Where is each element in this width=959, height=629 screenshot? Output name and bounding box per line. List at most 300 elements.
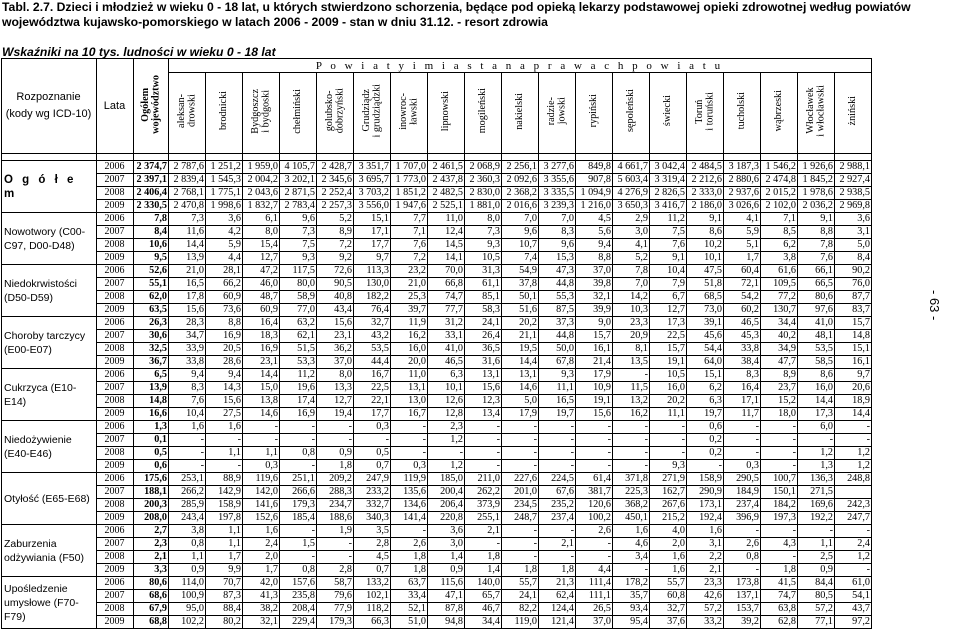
table-row <box>2 278 872 291</box>
table-title: Tabl. 2.7. Dzieci i młodzież w wieku 0 - 18 lat, u których stwierdzono schorzenia, będące pod opieką lekarzy podstawowej opieki zdrowotnej według powiatów województwa kujawsko-pomorskiego w latach 2006 - 2009 - stan w dniu 31.12. - resort zdrowia <box>2 0 911 29</box>
value-cell: 0,6 <box>687 421 724 434</box>
page-number: - 63 - <box>927 290 942 321</box>
value-cell: 77,7 <box>428 304 465 317</box>
value-cell: 13,2 <box>613 395 650 408</box>
value-cell: 3,8 <box>761 252 798 265</box>
value-cell: 33,8 <box>169 356 206 369</box>
value-cell: 188,6 <box>317 512 354 525</box>
value-cell: 10,4 <box>169 408 206 421</box>
value-cell: 97,2 <box>835 616 872 629</box>
value-cell: 11,5 <box>613 382 650 395</box>
value-cell: 24,1 <box>465 317 502 330</box>
value-cell: 60,2 <box>724 304 761 317</box>
value-cell: 9,4 <box>169 369 206 382</box>
value-cell: 87,7 <box>835 291 872 304</box>
value-cell: 47,1 <box>428 590 465 603</box>
value-cell: 200,4 <box>428 486 465 499</box>
value-cell: 57,2 <box>687 603 724 616</box>
value-cell: 14,4 <box>798 395 835 408</box>
year-cell: 2008 <box>97 395 134 408</box>
value-cell: 1,8 <box>391 551 428 564</box>
value-cell: 1 545,3 <box>206 174 243 187</box>
value-cell: 14,4 <box>502 356 539 369</box>
value-cell: 9,6 <box>539 239 576 252</box>
value-cell: 16,4 <box>724 382 761 395</box>
value-cell: 15,1 <box>354 213 391 226</box>
value-cell: 0,3 <box>724 460 761 473</box>
value-cell: 2 437,8 <box>428 174 465 187</box>
value-cell: 11,2 <box>280 369 317 382</box>
value-cell: 849,8 <box>576 161 613 174</box>
value-cell: 262,2 <box>465 486 502 499</box>
year-cell: 2008 <box>97 343 134 356</box>
value-cell: 62,1 <box>280 330 317 343</box>
value-cell: 33,2 <box>687 616 724 629</box>
value-cell: 88,4 <box>206 603 243 616</box>
value-cell <box>835 486 872 499</box>
value-cell: 37,6 <box>650 616 687 629</box>
spacer-cell <box>97 154 134 161</box>
value-cell: 26,4 <box>465 330 502 343</box>
value-cell: 197,3 <box>761 512 798 525</box>
value-cell: 13,5 <box>613 356 650 369</box>
column-header <box>761 73 798 154</box>
table-row <box>2 499 872 512</box>
value-cell: 10,2 <box>687 239 724 252</box>
total-header <box>134 59 169 154</box>
total-cell: 0,1 <box>134 434 169 447</box>
value-cell: 9,1 <box>687 213 724 226</box>
value-cell: 35,7 <box>613 590 650 603</box>
value-cell: 237,4 <box>724 499 761 512</box>
value-cell: 1,2 <box>798 447 835 460</box>
value-cell: 1,8 <box>391 564 428 577</box>
value-cell: 8,1 <box>613 343 650 356</box>
value-cell: 77,2 <box>761 291 798 304</box>
value-cell: 3,6 <box>835 213 872 226</box>
value-cell: 60,4 <box>724 265 761 278</box>
column-header-label: Grudziądz i grudziądzki <box>360 84 382 138</box>
column-header <box>391 73 428 154</box>
value-cell: 2,6 <box>724 538 761 551</box>
value-cell: 2 212,6 <box>687 174 724 187</box>
value-cell: 40,2 <box>761 330 798 343</box>
value-cell: 248,8 <box>835 473 872 486</box>
table-row <box>2 369 872 382</box>
value-cell: 3 319,4 <box>650 174 687 187</box>
value-cell: 237,4 <box>539 512 576 525</box>
value-cell: 15,6 <box>317 317 354 330</box>
value-cell: 7,1 <box>761 213 798 226</box>
value-cell: 16,9 <box>206 330 243 343</box>
value-cell: - <box>835 421 872 434</box>
value-cell: 61,0 <box>835 577 872 590</box>
value-cell: 19,7 <box>539 408 576 421</box>
value-cell: 7,8 <box>613 265 650 278</box>
value-cell: 15,2 <box>761 395 798 408</box>
value-cell: 3,0 <box>428 538 465 551</box>
table-row <box>2 408 872 421</box>
value-cell: 14,4 <box>169 239 206 252</box>
value-cell: 42,0 <box>243 577 280 590</box>
value-cell: 63,8 <box>761 603 798 616</box>
value-cell: 11,6 <box>169 226 206 239</box>
table-row <box>2 200 872 213</box>
value-cell: 1,6 <box>650 564 687 577</box>
total-cell: 16,6 <box>134 408 169 421</box>
value-cell: 6,2 <box>687 382 724 395</box>
total-cell: 32,5 <box>134 343 169 356</box>
year-cell: 2006 <box>97 213 134 226</box>
value-cell: 1 998,6 <box>206 200 243 213</box>
value-cell: 162,7 <box>650 486 687 499</box>
value-cell: 17,8 <box>169 291 206 304</box>
value-cell: - <box>502 525 539 538</box>
year-cell: 2008 <box>97 291 134 304</box>
column-header-label: wąbrzeski <box>772 90 784 132</box>
value-cell: 1,3 <box>798 460 835 473</box>
value-cell: - <box>798 434 835 447</box>
total-cell: 2 406,4 <box>134 187 169 200</box>
value-cell: 119,9 <box>391 473 428 486</box>
years-header: Lata <box>97 59 134 154</box>
value-cell: 111,1 <box>576 590 613 603</box>
value-cell: 111,4 <box>576 577 613 590</box>
value-cell: 0,9 <box>169 564 206 577</box>
value-cell: 4 105,7 <box>280 161 317 174</box>
spacer-cell <box>391 154 428 161</box>
value-cell: - <box>539 551 576 564</box>
value-cell: 3,1 <box>835 226 872 239</box>
spacer-cell <box>465 154 502 161</box>
value-cell: 2 186,0 <box>687 200 724 213</box>
value-cell: 11,7 <box>724 408 761 421</box>
value-cell: 67,6 <box>539 486 576 499</box>
value-cell: - <box>724 434 761 447</box>
value-cell: 2 333,0 <box>687 187 724 200</box>
year-cell: 2008 <box>97 499 134 512</box>
value-cell: 1 251,2 <box>206 161 243 174</box>
value-cell: 247,7 <box>835 512 872 525</box>
total-cell: 10,6 <box>134 239 169 252</box>
value-cell: 90,2 <box>835 265 872 278</box>
spacer-cell <box>317 154 354 161</box>
value-cell: 1,6 <box>687 525 724 538</box>
value-cell: 80,2 <box>206 616 243 629</box>
value-cell: 37,8 <box>502 278 539 291</box>
value-cell: 907,8 <box>576 174 613 187</box>
value-cell: 32,7 <box>354 317 391 330</box>
value-cell: 2 257,3 <box>317 200 354 213</box>
value-cell: 7,2 <box>391 252 428 265</box>
value-cell: 7,0 <box>613 278 650 291</box>
value-cell: 253,1 <box>169 473 206 486</box>
value-cell: 234,7 <box>317 499 354 512</box>
year-cell: 2008 <box>97 239 134 252</box>
value-cell: 2 474,8 <box>761 174 798 187</box>
value-cell: 7,6 <box>169 395 206 408</box>
value-cell: 142,9 <box>206 486 243 499</box>
table-row <box>2 330 872 343</box>
value-cell: - <box>650 447 687 460</box>
value-cell: 1 978,6 <box>798 187 835 200</box>
value-cell: 17,9 <box>502 408 539 421</box>
value-cell: 19,1 <box>650 356 687 369</box>
category-label: Upośledzenie umysłowe (F70-F79) <box>2 577 97 629</box>
value-cell: - <box>724 525 761 538</box>
column-header <box>650 73 687 154</box>
value-cell: 0,3 <box>354 421 391 434</box>
value-cell: 192,2 <box>798 512 835 525</box>
column-header <box>354 73 391 154</box>
value-cell: 1,5 <box>280 538 317 551</box>
total-cell: 68,6 <box>134 590 169 603</box>
value-cell: 119,6 <box>243 473 280 486</box>
value-cell: 381,7 <box>576 486 613 499</box>
year-cell: 2008 <box>97 447 134 460</box>
value-cell: 43,4 <box>317 304 354 317</box>
value-cell: 2,2 <box>687 551 724 564</box>
value-cell: 1 546,2 <box>761 161 798 174</box>
column-header <box>280 73 317 154</box>
value-cell: 1,2 <box>835 460 872 473</box>
value-cell: - <box>576 551 613 564</box>
value-cell: 185,4 <box>280 512 317 525</box>
category-label: Niedokrwistości (D50-D59) <box>2 265 97 317</box>
value-cell: 44,8 <box>539 330 576 343</box>
value-cell: 10,9 <box>576 382 613 395</box>
value-cell: 6,0 <box>798 421 835 434</box>
value-cell: 50,1 <box>502 291 539 304</box>
value-cell: - <box>650 434 687 447</box>
value-cell: 3,0 <box>613 226 650 239</box>
value-cell: 1,4 <box>428 551 465 564</box>
value-cell: - <box>613 421 650 434</box>
value-cell: 102,1 <box>354 590 391 603</box>
value-cell: 57,2 <box>798 603 835 616</box>
value-cell: 3 187,3 <box>724 161 761 174</box>
value-cell: 1 851,2 <box>391 187 428 200</box>
value-cell: 235,2 <box>539 499 576 512</box>
value-cell: - <box>687 460 724 473</box>
value-cell: - <box>539 460 576 473</box>
table-row <box>2 486 872 499</box>
value-cell: 95,4 <box>613 616 650 629</box>
value-cell: 16,2 <box>613 408 650 421</box>
value-cell: 16,0 <box>650 382 687 395</box>
total-cell: 2 397,1 <box>134 174 169 187</box>
value-cell: - <box>502 538 539 551</box>
value-cell: 41,0 <box>428 343 465 356</box>
value-cell: 8,8 <box>576 252 613 265</box>
value-cell: 2 871,5 <box>280 187 317 200</box>
value-cell: 157,6 <box>280 577 317 590</box>
value-cell: 242,3 <box>835 499 872 512</box>
table-row <box>2 239 872 252</box>
value-cell: 2 368,2 <box>502 187 539 200</box>
value-cell: 23,1 <box>317 330 354 343</box>
value-cell: 17,4 <box>280 395 317 408</box>
value-cell: 60,8 <box>650 590 687 603</box>
value-cell: 87,3 <box>206 590 243 603</box>
value-cell: 215,2 <box>650 512 687 525</box>
value-cell: 2 787,6 <box>169 161 206 174</box>
value-cell: 5 603,4 <box>613 174 650 187</box>
value-cell: - <box>724 421 761 434</box>
value-cell: 3 277,6 <box>539 161 576 174</box>
spacer-cell <box>798 154 835 161</box>
value-cell: 248,7 <box>502 512 539 525</box>
value-cell: 206,4 <box>428 499 465 512</box>
value-cell: - <box>576 460 613 473</box>
value-cell: 22,5 <box>354 382 391 395</box>
value-cell: 7,0 <box>502 213 539 226</box>
value-cell: 11,1 <box>539 382 576 395</box>
value-cell: 73,0 <box>687 304 724 317</box>
value-cell: 255,1 <box>465 512 502 525</box>
value-cell: 19,4 <box>317 408 354 421</box>
spacer-cell <box>243 154 280 161</box>
year-cell: 2006 <box>97 577 134 590</box>
table-row <box>2 447 872 460</box>
table-row <box>2 174 872 187</box>
value-cell: 26,5 <box>576 603 613 616</box>
spacer-cell <box>687 154 724 161</box>
value-cell: 10,7 <box>502 239 539 252</box>
value-cell: 90,5 <box>317 278 354 291</box>
value-cell: - <box>243 421 280 434</box>
value-cell: 100,7 <box>761 473 798 486</box>
category-label: Cukrzyca (E10-E14) <box>2 369 97 421</box>
value-cell: 2 484,5 <box>687 161 724 174</box>
value-cell: 88,9 <box>206 473 243 486</box>
value-cell: 9,7 <box>835 369 872 382</box>
value-cell: 1,8 <box>465 551 502 564</box>
column-header-label: Bydgoszcz i bydgoski <box>249 88 271 134</box>
value-cell: 0,2 <box>687 447 724 460</box>
value-cell: 42,6 <box>687 590 724 603</box>
value-cell: 46,7 <box>465 603 502 616</box>
value-cell: 74,7 <box>761 590 798 603</box>
value-cell: 34,4 <box>761 317 798 330</box>
value-cell: - <box>317 434 354 447</box>
value-cell: 3 556,0 <box>354 200 391 213</box>
year-cell: 2006 <box>97 525 134 538</box>
value-cell: 5,2 <box>613 252 650 265</box>
year-cell: 2007 <box>97 486 134 499</box>
spacer-cell <box>502 154 539 161</box>
value-cell: 27,5 <box>206 408 243 421</box>
value-cell: 2,0 <box>650 538 687 551</box>
value-cell: 3 042,4 <box>650 161 687 174</box>
year-cell: 2006 <box>97 317 134 330</box>
value-cell: 73,6 <box>206 304 243 317</box>
table-row <box>2 356 872 369</box>
value-cell: 1,1 <box>206 447 243 460</box>
total-cell: 26,3 <box>134 317 169 330</box>
total-cell: 188,1 <box>134 486 169 499</box>
column-header-label: Toruń i toruński <box>693 91 715 131</box>
value-cell: 1,8 <box>539 564 576 577</box>
value-cell: 4,1 <box>613 239 650 252</box>
value-cell: - <box>502 460 539 473</box>
value-cell: 5,6 <box>576 226 613 239</box>
value-cell: 18,3 <box>243 330 280 343</box>
value-cell: - <box>465 434 502 447</box>
value-cell: 8,4 <box>835 252 872 265</box>
value-cell: - <box>465 538 502 551</box>
column-header <box>428 73 465 154</box>
value-cell: 15,1 <box>687 369 724 382</box>
column-header-label: sępoleński <box>624 89 636 133</box>
value-cell: 39,9 <box>576 304 613 317</box>
value-cell: - <box>502 551 539 564</box>
value-cell: 65,7 <box>465 590 502 603</box>
value-cell: - <box>613 460 650 473</box>
value-cell: 0,8 <box>724 551 761 564</box>
value-cell: 66,2 <box>206 278 243 291</box>
table-row <box>2 525 872 538</box>
value-cell: 32,1 <box>576 291 613 304</box>
year-cell: 2006 <box>97 161 134 174</box>
value-cell: 1,7 <box>206 551 243 564</box>
value-cell: 1 926,6 <box>798 161 835 174</box>
value-cell: 14,4 <box>243 369 280 382</box>
value-cell: - <box>613 369 650 382</box>
value-cell: 9,6 <box>280 213 317 226</box>
value-cell: 77,1 <box>798 616 835 629</box>
value-cell: - <box>391 447 428 460</box>
value-cell: 20,2 <box>502 317 539 330</box>
value-cell: 37,3 <box>539 317 576 330</box>
value-cell: 1 094,9 <box>576 187 613 200</box>
value-cell: 55,7 <box>502 577 539 590</box>
table-row <box>2 512 872 525</box>
value-cell: 2,4 <box>835 538 872 551</box>
spacer-cell <box>428 154 465 161</box>
value-cell: 9,3 <box>539 369 576 382</box>
value-cell: 39,7 <box>391 304 428 317</box>
total-cell: 0,5 <box>134 447 169 460</box>
year-cell: 2006 <box>97 473 134 486</box>
table-row <box>2 551 872 564</box>
value-cell: 7,6 <box>650 239 687 252</box>
value-cell: 70,0 <box>428 265 465 278</box>
total-cell: 2 374,7 <box>134 161 169 174</box>
year-cell: 2006 <box>97 369 134 382</box>
value-cell: 5,0 <box>502 395 539 408</box>
table-row <box>2 473 872 486</box>
value-cell: 124,4 <box>539 603 576 616</box>
value-cell: - <box>317 538 354 551</box>
value-cell: - <box>169 447 206 460</box>
powiaty-header: P o w i a t y i m i a s t a n a p r a w a c h p o w i a t u <box>169 59 872 73</box>
value-cell: 2 969,8 <box>835 200 872 213</box>
value-cell: 12,6 <box>428 395 465 408</box>
value-cell: 3,5 <box>354 525 391 538</box>
value-cell: 0,5 <box>354 447 391 460</box>
value-cell: 2 016,6 <box>502 200 539 213</box>
value-cell: 39,1 <box>687 317 724 330</box>
value-cell: 15,6 <box>169 304 206 317</box>
value-cell: 0,9 <box>798 564 835 577</box>
value-cell: 371,8 <box>613 473 650 486</box>
value-cell: 33,1 <box>428 330 465 343</box>
column-header-label: brodnicki <box>217 91 229 131</box>
value-cell: 3 703,2 <box>354 187 391 200</box>
column-header <box>835 73 872 154</box>
value-cell: 83,7 <box>835 304 872 317</box>
